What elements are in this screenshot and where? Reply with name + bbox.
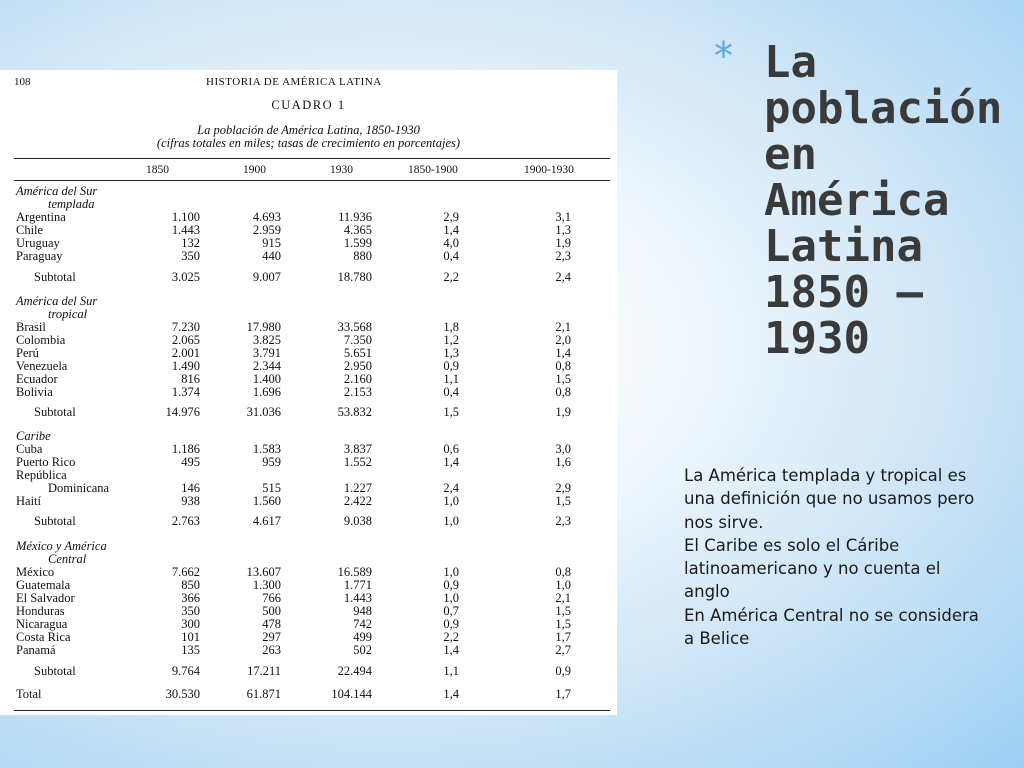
table-cell: 1.599 [343, 236, 372, 250]
table-cell: 31.036 [246, 405, 281, 419]
table-cell: 13.607 [246, 565, 281, 579]
row-label: Paraguay [16, 249, 63, 263]
row-label: Brasil [16, 320, 46, 334]
table-cell: 0,9 [443, 359, 459, 373]
table-cell: 959 [262, 455, 281, 469]
table-cell: 7.350 [343, 333, 372, 347]
table-cell: 1.443 [171, 223, 200, 237]
table-cell: 1,5 [555, 617, 571, 631]
row-label: Nicaragua [16, 617, 68, 631]
title-line: La [764, 37, 817, 88]
table-cell: 2.153 [343, 385, 372, 399]
table-cell: 1,9 [555, 236, 571, 250]
table-cell: 1,4 [443, 223, 459, 237]
table-cell: 1.771 [343, 578, 372, 592]
row-label: Cuba [16, 442, 43, 456]
note-paragraph: La América templada y tropical es una definición que no usamos pero nos sirve. [684, 466, 975, 532]
table-cell: 2,2 [443, 270, 459, 284]
table-cell: 499 [353, 630, 372, 644]
table-cell: 1,7 [555, 630, 571, 644]
table-cell: 1,0 [443, 514, 459, 528]
table-row [0, 579, 617, 592]
table-row [0, 443, 617, 456]
table-row [0, 295, 617, 308]
table-cell: 53.832 [337, 405, 372, 419]
table-header-rule [14, 180, 610, 181]
row-label: Ecuador [16, 372, 58, 386]
table-cell: 2.001 [171, 346, 200, 360]
table-cell: 1,4 [443, 643, 459, 657]
page-number: 108 [14, 76, 31, 88]
table-row [0, 198, 617, 211]
table-cell: 440 [262, 249, 281, 263]
table-cell: 2.160 [343, 372, 372, 386]
table-cell: 2,0 [555, 333, 571, 347]
row-label: Costa Rica [16, 630, 71, 644]
table-cell: 0,8 [555, 359, 571, 373]
row-label: El Salvador [16, 591, 75, 605]
table-row [0, 373, 617, 386]
table-cell: 1,6 [555, 455, 571, 469]
table-row [0, 430, 617, 443]
table-row [0, 540, 617, 553]
row-label: América del Sur [16, 294, 98, 308]
table-cell: 2.065 [171, 333, 200, 347]
table-cell: 350 [181, 604, 200, 618]
table-row [0, 456, 617, 469]
table-row [0, 644, 617, 657]
table-cell: 2,9 [443, 210, 459, 224]
row-label: Uruguay [16, 236, 60, 250]
table-cell: 938 [181, 494, 200, 508]
table-cell: 2,3 [555, 249, 571, 263]
row-label: República [16, 468, 67, 482]
table-cell: 816 [181, 372, 200, 386]
table-row [0, 688, 617, 701]
table-cell: 1,2 [443, 333, 459, 347]
note-paragraph: El Caribe es solo el Cáribe latinoamericano y no cuenta el anglo [684, 535, 941, 602]
table-cell: 14.976 [165, 405, 200, 419]
table-cell: 1.696 [252, 385, 281, 399]
table-row [0, 211, 617, 224]
table-cell: 0,9 [555, 664, 571, 678]
table-cell: 2.422 [343, 494, 372, 508]
table-cell: 1,0 [443, 565, 459, 579]
table-cell: 742 [353, 617, 372, 631]
row-label: Subtotal [34, 270, 76, 284]
table-row [0, 605, 617, 618]
table-cell: 22.494 [337, 664, 372, 678]
table-cell: 104.144 [331, 687, 372, 701]
row-label: México y América [16, 539, 107, 553]
table-cell: 1.374 [171, 385, 200, 399]
row-label: Honduras [16, 604, 65, 618]
title-line: 1930 [764, 313, 870, 364]
table-row [0, 308, 617, 321]
table-cell: 915 [262, 236, 281, 250]
table-row [0, 334, 617, 347]
table-row [0, 386, 617, 399]
table-caption: La población de América Latina, 1850-1930 [197, 123, 420, 137]
table-cell: 4.365 [343, 223, 372, 237]
table-row [0, 592, 617, 605]
table-cell: 0,9 [443, 617, 459, 631]
table-cell: 0,8 [555, 565, 571, 579]
row-label: Caribe [16, 429, 51, 443]
table-subcaption: (cifras totales en miles; tasas de crecimiento en porcentajes) [156, 136, 461, 150]
table-cell: 2,2 [443, 630, 459, 644]
table-cell: 135 [181, 643, 200, 657]
table-cell: 478 [262, 617, 281, 631]
table-cell: 1,5 [443, 405, 459, 419]
table-cell: 2,4 [555, 270, 571, 284]
table-cell: 1.100 [171, 210, 200, 224]
table-cell: 5.651 [343, 346, 372, 360]
table-cell: 146 [181, 481, 200, 495]
row-label: Subtotal [34, 664, 76, 678]
title-line: América [764, 175, 950, 226]
table-cell: 2,3 [555, 514, 571, 528]
row-label: Argentina [16, 210, 66, 224]
table-cell: 9.038 [343, 514, 372, 528]
table-row [0, 553, 617, 566]
table-cell: 1,4 [443, 455, 459, 469]
row-label: Panamá [16, 643, 56, 657]
table-cell: 3.837 [343, 442, 372, 456]
row-label: Venezuela [16, 359, 68, 373]
table-cell: 495 [181, 455, 200, 469]
table-cell: 0,4 [443, 385, 459, 399]
table-cell: 1,3 [443, 346, 459, 360]
table-cell: 515 [262, 481, 281, 495]
table-row [0, 515, 617, 528]
table-cell: 1,0 [443, 494, 459, 508]
table-cell: 33.568 [337, 320, 372, 334]
col-header-1900: 1900 [243, 164, 266, 176]
table-cell: 101 [181, 630, 200, 644]
page-header [14, 76, 610, 92]
table-row [0, 250, 617, 263]
table-row [0, 665, 617, 678]
table-cell: 1.400 [252, 372, 281, 386]
table-row [0, 482, 617, 495]
col-header-1930: 1930 [330, 164, 353, 176]
table-row [0, 347, 617, 360]
table-row [0, 406, 617, 419]
table-cell: 0,8 [555, 385, 571, 399]
table-row [0, 321, 617, 334]
table-cell: 3,1 [555, 210, 571, 224]
table-cell: 1.490 [171, 359, 200, 373]
row-label: Puerto Rico [16, 455, 76, 469]
table-cell: 132 [181, 236, 200, 250]
table-cell: 948 [353, 604, 372, 618]
note-paragraph: En América Central no se considera a Belice [684, 605, 979, 649]
table-row [0, 631, 617, 644]
row-label: Colombia [16, 333, 66, 347]
table-cell: 1,3 [555, 223, 571, 237]
table-cell: 18.780 [337, 270, 372, 284]
table-cell: 1.443 [343, 591, 372, 605]
row-label: Bolivia [16, 385, 53, 399]
table-cell: 3,0 [555, 442, 571, 456]
table-cell: 880 [353, 249, 372, 263]
table-cell: 7.662 [171, 565, 200, 579]
table-cell: 1,4 [443, 687, 459, 701]
table-cell: 350 [181, 249, 200, 263]
table-cell: 1,5 [555, 372, 571, 386]
table-cell: 3.825 [252, 333, 281, 347]
table-cell: 0,7 [443, 604, 459, 618]
table-cell: 2,1 [555, 591, 571, 605]
table-row [0, 618, 617, 631]
row-label: Total [16, 687, 42, 701]
row-label: Perú [16, 346, 39, 360]
table-cell: 1,1 [443, 372, 459, 386]
table-cell: 1,9 [555, 405, 571, 419]
table-cell: 2.950 [343, 359, 372, 373]
table-cell: 1,5 [555, 494, 571, 508]
row-label: tropical [48, 307, 88, 321]
table-cell: 1.560 [252, 494, 281, 508]
table-cell: 2.763 [171, 514, 200, 528]
row-label: Chile [16, 223, 44, 237]
row-label: América del Sur [16, 184, 98, 198]
table-cell: 4.693 [252, 210, 281, 224]
table-row [0, 271, 617, 284]
title-line: población [764, 83, 1003, 134]
table-cell: 0,4 [443, 249, 459, 263]
table-row [0, 495, 617, 508]
table-row [0, 566, 617, 579]
table-bottom-rule [14, 710, 610, 711]
table-cell: 4.617 [252, 514, 281, 528]
table-cell: 1.186 [171, 442, 200, 456]
table-cell: 7.230 [171, 320, 200, 334]
table-cell: 9.007 [252, 270, 281, 284]
row-label: templada [48, 197, 95, 211]
table-cell: 2.959 [252, 223, 281, 237]
row-label: México [16, 565, 55, 579]
row-label: Dominicana [48, 481, 110, 495]
table-cell: 2,1 [555, 320, 571, 334]
col-header-1850-1900: 1850-1900 [408, 164, 458, 176]
row-label: Subtotal [34, 405, 76, 419]
table-cell: 1,7 [555, 687, 571, 701]
table-cell: 1.583 [252, 442, 281, 456]
title-line: Latina [764, 221, 923, 272]
table-cell: 2.344 [252, 359, 281, 373]
row-label: Subtotal [34, 514, 76, 528]
table-cell: 3.791 [252, 346, 281, 360]
table-cell: 500 [262, 604, 281, 618]
table-cell: 2,7 [555, 643, 571, 657]
row-label: Guatemala [16, 578, 71, 592]
table-cell: 4,0 [443, 236, 459, 250]
table-cell: 1.227 [343, 481, 372, 495]
table-cell: 2,4 [443, 481, 459, 495]
table-cell: 1,0 [555, 578, 571, 592]
row-label: Central [48, 552, 87, 566]
row-label: Haití [16, 494, 41, 508]
table-cell: 1,5 [555, 604, 571, 618]
table-cell: 300 [181, 617, 200, 631]
book-page-scan [0, 70, 617, 715]
table-cell: 17.980 [246, 320, 281, 334]
col-header-1900-1930: 1900-1930 [524, 164, 574, 176]
table-cell: 1,1 [443, 664, 459, 678]
table-cell: 1.552 [343, 455, 372, 469]
table-row [0, 237, 617, 250]
table-cell: 297 [262, 630, 281, 644]
title-line: en [764, 129, 817, 180]
table-cell: 766 [262, 591, 281, 605]
table-row [0, 224, 617, 237]
table-cell: 9.764 [171, 664, 200, 678]
table-top-rule [14, 158, 610, 159]
title-bullet-icon: * [714, 34, 733, 78]
table-cell: 0,6 [443, 442, 459, 456]
slide-title [764, 37, 1014, 364]
title-line: 1850 – [764, 267, 923, 318]
slide-notes [684, 464, 984, 650]
table-cell: 61.871 [246, 687, 281, 701]
table-label: CUADRO 1 [271, 98, 346, 112]
table-cell: 263 [262, 643, 281, 657]
book-title: HISTORIA DE AMÉRICA LATINA [206, 76, 382, 88]
table-cell: 3.025 [171, 270, 200, 284]
table-cell: 502 [353, 643, 372, 657]
table-cell: 16.589 [337, 565, 372, 579]
table-cell: 11.936 [338, 210, 372, 224]
table-cell: 366 [181, 591, 200, 605]
table-cell: 1,4 [555, 346, 571, 360]
table-cell: 1,0 [443, 591, 459, 605]
table-cell: 850 [181, 578, 200, 592]
table-cell: 2,9 [555, 481, 571, 495]
table-cell: 1,8 [443, 320, 459, 334]
table-cell: 0,9 [443, 578, 459, 592]
table-cell: 1.300 [252, 578, 281, 592]
table-cell: 30.530 [165, 687, 200, 701]
table-row [0, 360, 617, 373]
table-cell: 17.211 [247, 664, 281, 678]
col-header-1850: 1850 [146, 164, 169, 176]
